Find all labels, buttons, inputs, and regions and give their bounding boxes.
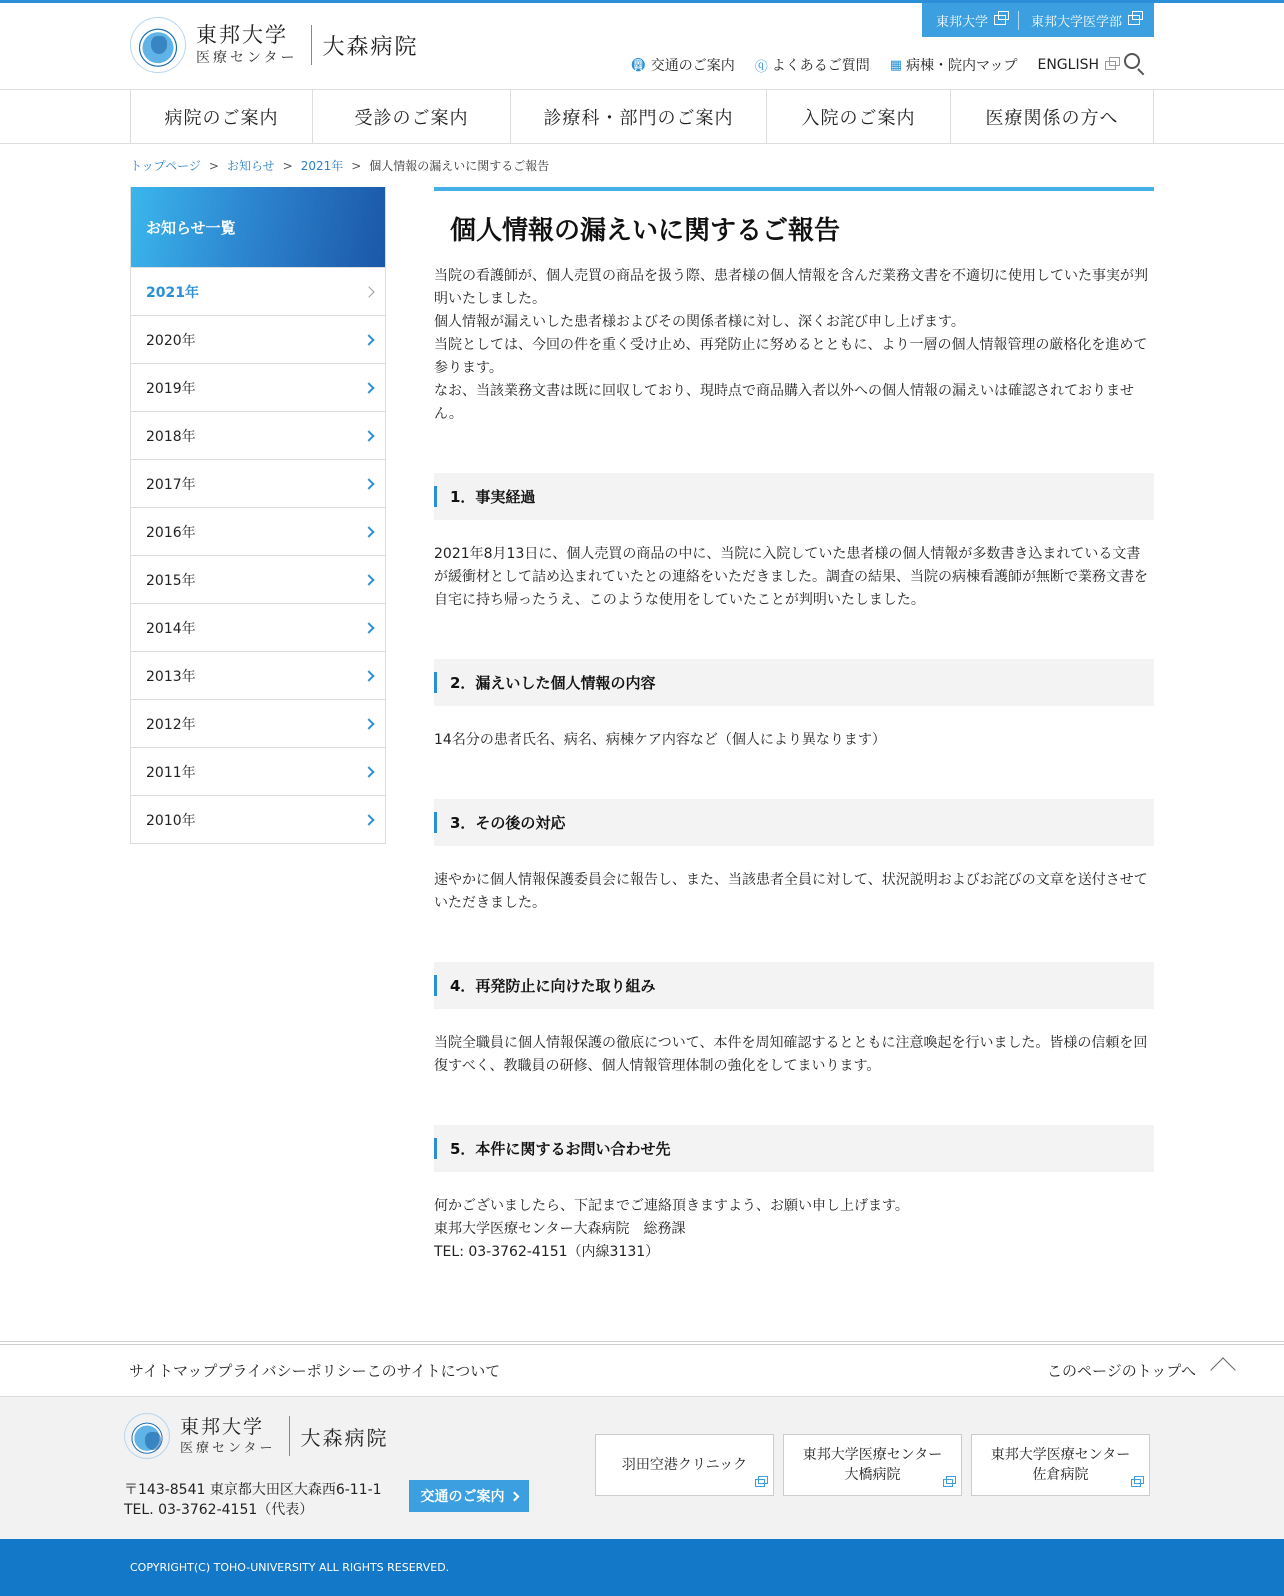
external-window-icon — [1105, 61, 1116, 70]
access-button[interactable]: 交通のご案内 — [409, 1480, 529, 1512]
sidebar-item-2012[interactable]: 2012年 — [131, 699, 385, 747]
chevron-right-icon — [363, 430, 374, 441]
chevron-right-icon — [363, 526, 374, 537]
site-logo[interactable] — [130, 17, 418, 73]
external-window-icon — [994, 15, 1006, 25]
breadcrumb-top[interactable]: トップページ — [130, 159, 201, 173]
util-map-link[interactable]: ▦ 病棟・院内マップ — [889, 57, 1018, 74]
sidebar-item-2016[interactable]: 2016年 — [131, 507, 385, 555]
gnav-medical-professionals[interactable]: 医療関係の方へ — [951, 90, 1154, 143]
chevron-up-icon — [1210, 1357, 1235, 1382]
site-header — [130, 3, 1154, 89]
chevron-right-icon — [363, 814, 374, 825]
train-icon: 🚇︎ — [630, 57, 647, 73]
clinic-haneda-link[interactable]: 羽田空港クリニック — [595, 1434, 774, 1496]
chevron-right-icon — [363, 334, 374, 345]
main-content — [434, 187, 1154, 1264]
sidebar-item-2014[interactable]: 2014年 — [131, 603, 385, 651]
sidebar-item-2017[interactable]: 2017年 — [131, 459, 385, 507]
breadcrumb: トップページ > お知らせ > 2021年 > 個人情報の漏えいに関するご報告 — [130, 158, 550, 173]
sidebar-item-2021[interactable]: 2021年 — [131, 267, 385, 315]
gnav-consultation[interactable]: 受診のご案内 — [313, 90, 511, 143]
sidebar-item-2015[interactable]: 2015年 — [131, 555, 385, 603]
sidebar-item-2020[interactable]: 2020年 — [131, 315, 385, 363]
question-icon: ⓠ — [754, 59, 768, 75]
logo-divider — [311, 25, 312, 65]
sidebar-item-2013[interactable]: 2013年 — [131, 651, 385, 699]
footer-address: 〒143-8541 東京都大田区大森西6-11-1 TEL. 03-3762-4151（代表） — [124, 1482, 382, 1518]
logo-hospital: 大森病院 — [322, 34, 419, 60]
footer-links — [129, 1360, 500, 1381]
toho-medicine-link[interactable]: 東邦大学医学部 — [1018, 11, 1140, 30]
chevron-right-icon — [363, 478, 374, 489]
news-sidebar — [130, 187, 386, 844]
clinic-sakura-link[interactable]: 東邦大学医療センター 佐倉病院 — [971, 1434, 1150, 1496]
footer-about-link[interactable]: このサイトについて — [366, 1362, 501, 1380]
sidebar-item-2011[interactable]: 2011年 — [131, 747, 385, 795]
sidebar-item-2018[interactable]: 2018年 — [131, 411, 385, 459]
university-emblem-icon — [124, 1413, 170, 1459]
gnav-admission[interactable]: 入院のご案内 — [767, 90, 951, 143]
intro-text: 当院の看護師が、個人売買の商品を扱う際、患者様の個人情報を含んだ業務文書を不適切に使用していた事実が判明いたしました。 個人情報が漏えいした患者様およびその関係者様に対し、深くお詫び申し上げます。 当院としては、今回の件を重く受け止め、再発防止に努めるとともに、より一層の個人情報管理の厳格化を進めて参ります。 なお、当該業務文書は既に回収しており、現時点で商品購入者以外への個人情報の漏えいは確認されておりません。 — [434, 268, 1148, 422]
chevron-right-icon — [363, 382, 374, 393]
section-heading-contact: 5．本件に関するお問い合わせ先 — [434, 1125, 1154, 1172]
copyright-bar — [0, 1539, 1284, 1596]
sidebar-item-2010[interactable]: 2010年 — [131, 795, 385, 843]
sidebar-title: お知らせ一覧 — [131, 187, 385, 267]
footer-sitemap-link[interactable]: サイトマップ — [129, 1362, 218, 1380]
utility-nav — [610, 55, 1116, 75]
logo-center: 医療センター — [196, 50, 298, 66]
gnav-departments[interactable]: 診療科・部門のご案内 — [511, 90, 767, 143]
global-nav — [130, 90, 1154, 143]
breadcrumb-current: 個人情報の漏えいに関するご報告 — [369, 159, 550, 173]
chevron-right-icon — [363, 670, 374, 681]
external-links-bar — [922, 3, 1154, 37]
chevron-right-icon — [363, 766, 374, 777]
external-window-icon — [755, 1479, 765, 1487]
copyright-text: COPYRIGHT(C) TOHO-UNIVERSITY ALL RIGHTS RESERVED. — [130, 1561, 450, 1574]
footer-divider — [0, 1341, 1284, 1345]
gnav-hospital-info[interactable]: 病院のご案内 — [131, 90, 313, 143]
external-window-icon — [943, 1479, 953, 1487]
external-window-icon — [1131, 1479, 1141, 1487]
breadcrumb-2021[interactable]: 2021年 — [300, 159, 344, 173]
chevron-right-icon — [363, 622, 374, 633]
section-heading-timeline: 1．事実経過 — [434, 473, 1154, 520]
external-window-icon — [1128, 15, 1140, 25]
chevron-right-icon — [363, 718, 374, 729]
breadcrumb-news[interactable]: お知らせ — [226, 159, 275, 173]
logo-university: 東邦大学 — [196, 23, 288, 47]
chevron-right-icon — [509, 1491, 519, 1501]
section-body-contact: 何かございましたら、下記までご連絡頂きますよう、お願い申し上げます。 東邦大学医療センター大森病院 総務課 TEL: 03-3762-4151（内線3131） — [434, 1198, 909, 1260]
chevron-right-icon — [363, 286, 374, 297]
section-body-timeline: 2021年8月13日に、個人売買の商品の中に、当院に入院していた患者様の個人情報が多数書き込まれている文書が緩衝材として詰め込まれていたとの連絡をいただきました。調査の結果、当院の病棟看護師が無断で業務文書を自宅に持ち帰ったうえ、このような使用をしていたことが判明いたしました。 — [434, 546, 1148, 608]
chevron-right-icon — [363, 574, 374, 585]
search-icon[interactable] — [1124, 53, 1146, 75]
section-body-leaked-info: 14名分の患者氏名、病名、病棟ケア内容など（個人により異なります） — [434, 732, 886, 748]
title-accent-bar — [434, 187, 1154, 191]
page-title: 個人情報の漏えいに関するご報告 — [450, 216, 841, 246]
section-heading-prevention: 4．再発防止に向けた取り組み — [434, 962, 1154, 1009]
english-link[interactable]: ENGLISH — [1037, 57, 1116, 73]
section-body-prevention: 当院全職員に個人情報保護の徹底について、本件を周知確認するとともに注意喚起を行いました。皆様の信頼を回復すべく、教職員の研修、個人情報管理体制の強化をしてまいります。 — [434, 1035, 1148, 1074]
section-body-response: 速やかに個人情報保護委員会に報告し、また、当該患者全員に対して、状況説明およびお詫びの文章を送付させていただきました。 — [434, 872, 1148, 911]
section-heading-leaked-info: 2．漏えいした個人情報の内容 — [434, 659, 1154, 706]
util-faq-link[interactable]: ⓠ よくあるご質問 — [755, 55, 870, 75]
university-emblem-icon — [130, 17, 186, 73]
page-top-link[interactable]: このページのトップへ — [1047, 1360, 1196, 1381]
building-icon: ▦ — [889, 57, 903, 73]
footer-logo[interactable]: 東邦大学 医療センター 大森病院 — [124, 1413, 388, 1459]
clinic-ohashi-link[interactable]: 東邦大学医療センター 大橋病院 — [783, 1434, 962, 1496]
global-nav-bar — [0, 89, 1284, 144]
sidebar-item-2019[interactable]: 2019年 — [131, 363, 385, 411]
toho-university-link[interactable]: 東邦大学 — [936, 11, 1006, 30]
footer-privacy-link[interactable]: プライバシーポリシー — [217, 1362, 367, 1380]
util-access-link[interactable]: 🚇︎ 交通のご案内 — [630, 57, 735, 74]
section-heading-response: 3．その後の対応 — [434, 799, 1154, 846]
